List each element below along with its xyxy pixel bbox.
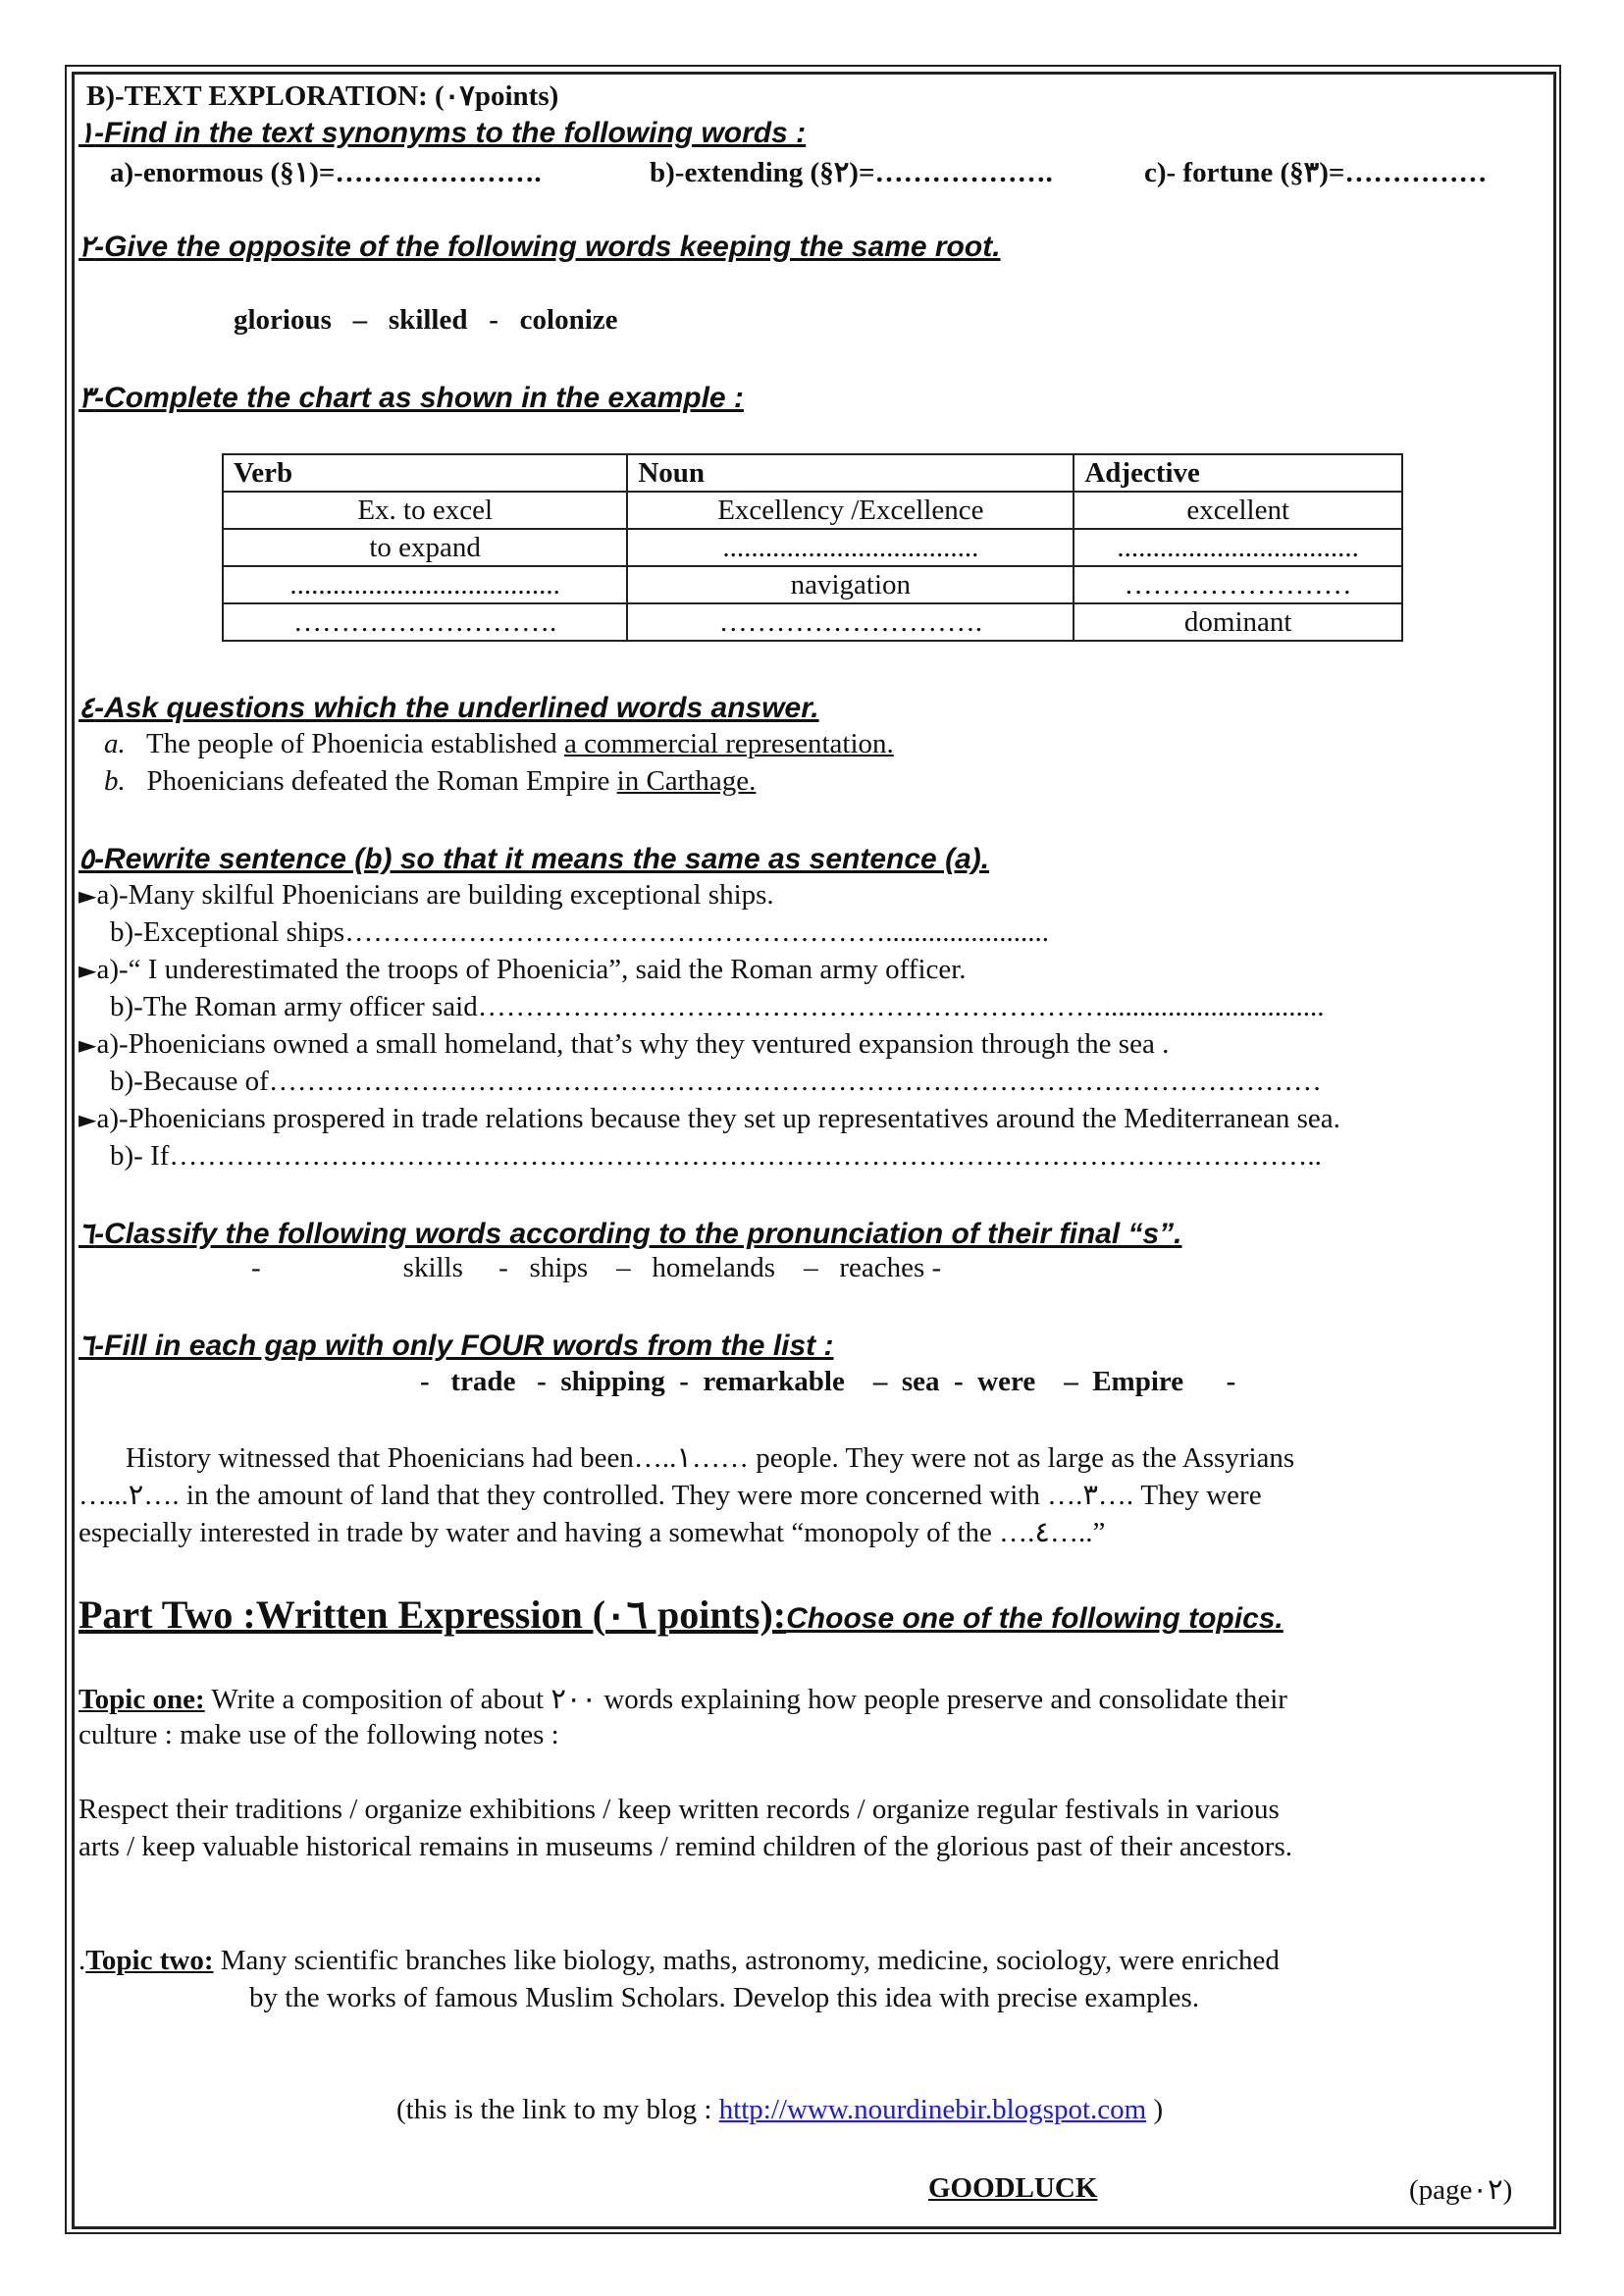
q4-label-a: a. xyxy=(104,728,126,759)
q6-words: - skills - ships – homelands – reaches - xyxy=(251,1252,942,1283)
topic-one-line-2: culture : make use of the following notes : xyxy=(79,1719,559,1750)
topic-two-line-1 xyxy=(79,1945,1280,1977)
q4-underlined-b: in Carthage. xyxy=(616,765,757,797)
chart-cell: ...................................... xyxy=(223,566,627,603)
q5-sentence-a: a)-Phoenicians prospered in trade relations because they set up representatives around the Mediterranean sea. xyxy=(96,1103,1340,1134)
q5-heading: ٥-Rewrite sentence (b) so that it means the same as sentence (a). xyxy=(79,843,990,875)
topic-one-line-1 xyxy=(79,1682,1287,1716)
part-two-heading xyxy=(79,1592,1283,1638)
blog-link[interactable]: http://www.nourdinebir.blogspot.com xyxy=(718,2094,1147,2125)
blog-line xyxy=(396,2094,1163,2126)
q7-paragraph-line: …...٢…. in the amount of land that they controlled. They were more concerned with ….٣…. They were xyxy=(79,1480,1262,1511)
topic-two-line-2: by the works of famous Muslim Scholars. Develop this idea with precise examples. xyxy=(249,1982,1200,2013)
q5-item-4-b: b)- If………………………………………………………………………………………………………….. xyxy=(110,1140,1322,1172)
part-two-instruction: Choose one of the following topics. xyxy=(786,1602,1283,1635)
blog-prefix: (this is the link to my blog : xyxy=(396,2094,719,2125)
chart-cell: navigation xyxy=(627,566,1074,603)
chart-header-noun: Noun xyxy=(627,454,1074,492)
q1-item-a: a)-enormous (§١)=…………………. xyxy=(110,157,542,188)
chart-cell: dominant xyxy=(1074,603,1402,641)
chart-row xyxy=(223,529,1402,566)
chart-row xyxy=(223,566,1402,603)
q7-paragraph-line: especially interested in trade by water and having a somewhat “monopoly of the ….٤…..” xyxy=(79,1517,1106,1548)
chart-cell: Excellency /Excellence xyxy=(627,492,1074,529)
q5-item-2-a xyxy=(79,954,967,986)
q1-item-c: c)- fortune (§٣)=…………… xyxy=(1144,157,1488,188)
q5-sentence-a: a)-“ I underestimated the troops of Phoenicia”, said the Roman army officer. xyxy=(96,954,967,985)
topic-one-label: Topic one: xyxy=(79,1684,205,1715)
section-b-title: B)-TEXT EXPLORATION: (٠٧points) xyxy=(86,80,559,112)
q7-word-list: - trade - shipping - remarkable – sea - were – Empire - xyxy=(420,1366,1236,1397)
topic-one-notes-2: arts / keep valuable historical remains in museums / remind children of the glorious past of their ancestors. xyxy=(79,1831,1293,1862)
q5-item-4-a xyxy=(79,1103,1340,1135)
q7-paragraph-line: History witnessed that Phoenicians had been…..١…… people. They were not as large as the Assyrians xyxy=(126,1442,1295,1474)
arrow-bullet-icon: ► xyxy=(79,1106,97,1133)
topic-one-notes-1: Respect their traditions / organize exhibitions / keep written records / organize regular festivals in various xyxy=(79,1794,1280,1825)
arrow-bullet-icon: ► xyxy=(79,957,97,984)
q5-item-3-a xyxy=(79,1028,1169,1061)
topic-one-text: Write a composition of about ٢٠٠ words explaining how people preserve and consolidate their xyxy=(204,1684,1287,1715)
chart-cell: ………………………. xyxy=(627,603,1074,641)
chart-header-verb: Verb xyxy=(223,454,627,492)
q4-sentence-a xyxy=(104,728,894,760)
q4-label-b: b. xyxy=(104,765,126,797)
q4-sentence-b xyxy=(104,765,756,798)
chart-cell: .................................... xyxy=(627,529,1074,566)
arrow-bullet-icon: ► xyxy=(79,882,97,910)
q4-text-a: The people of Phoenicia established xyxy=(145,728,564,759)
q7-heading: ٦-Fill in each gap with only FOUR words from the list : xyxy=(79,1330,834,1362)
q6-heading: ٦-Classify the following words according to the pronunciation of their final “s”. xyxy=(79,1218,1182,1250)
topic-two-prefix: . xyxy=(79,1945,86,1976)
arrow-bullet-icon: ► xyxy=(79,1031,97,1059)
q5-sentence-a: a)-Many skilful Phoenicians are building exceptional ships. xyxy=(96,879,774,911)
chart-cell: excellent xyxy=(1074,492,1402,529)
q5-item-1-a xyxy=(79,879,774,912)
chart-cell: to expand xyxy=(223,529,627,566)
q1-item-b: b)-extending (§٢)=………………. xyxy=(650,157,1053,188)
q4-text-b: Phoenicians defeated the Roman Empire xyxy=(146,765,617,797)
q5-sentence-a: a)-Phoenicians owned a small homeland, that’s why they ventured expansion through the sea . xyxy=(96,1028,1170,1060)
chart-row xyxy=(223,603,1402,641)
chart-header-adjective: Adjective xyxy=(1074,454,1402,492)
blog-suffix: ) xyxy=(1146,2094,1164,2125)
part-two-title: Part Two :Written Expression (٠٦ points): xyxy=(79,1592,787,1637)
q5-item-2-b: b)-The Roman army officer said…………………………………………………………............................... xyxy=(110,991,1325,1022)
word-form-chart xyxy=(222,453,1403,642)
topic-two-label: Topic two: xyxy=(85,1945,214,1976)
topic-two-text: Many scientific branches like biology, maths, astronomy, medicine, sociology, were enriched xyxy=(213,1945,1280,1976)
chart-cell: .................................. xyxy=(1074,529,1402,566)
chart-row xyxy=(223,492,1402,529)
q4-heading: ٤-Ask questions which the underlined words answer. xyxy=(79,692,819,724)
q5-item-1-b: b)-Exceptional ships…………………………………………………....................... xyxy=(110,916,1049,948)
chart-cell: ………………………. xyxy=(223,603,627,641)
goodluck-text: GOODLUCK xyxy=(928,2172,1098,2204)
q4-underlined-a: a commercial representation. xyxy=(564,728,894,759)
chart-cell: …………………… xyxy=(1074,566,1402,603)
chart-cell: Ex. to excel xyxy=(223,492,627,529)
page-number: (page٠٢) xyxy=(1409,2174,1513,2206)
q2-heading: ٢-Give the opposite of the following words keeping the same root. xyxy=(79,231,1001,263)
q2-words: glorious – skilled - colonize xyxy=(234,304,618,336)
q1-heading: ١-Find in the text synonyms to the following words : xyxy=(79,117,807,149)
q5-item-3-b: b)-Because of………………………………………………………………………………………………… xyxy=(110,1066,1322,1097)
q3-heading: ٣-Complete the chart as shown in the example : xyxy=(79,382,744,414)
